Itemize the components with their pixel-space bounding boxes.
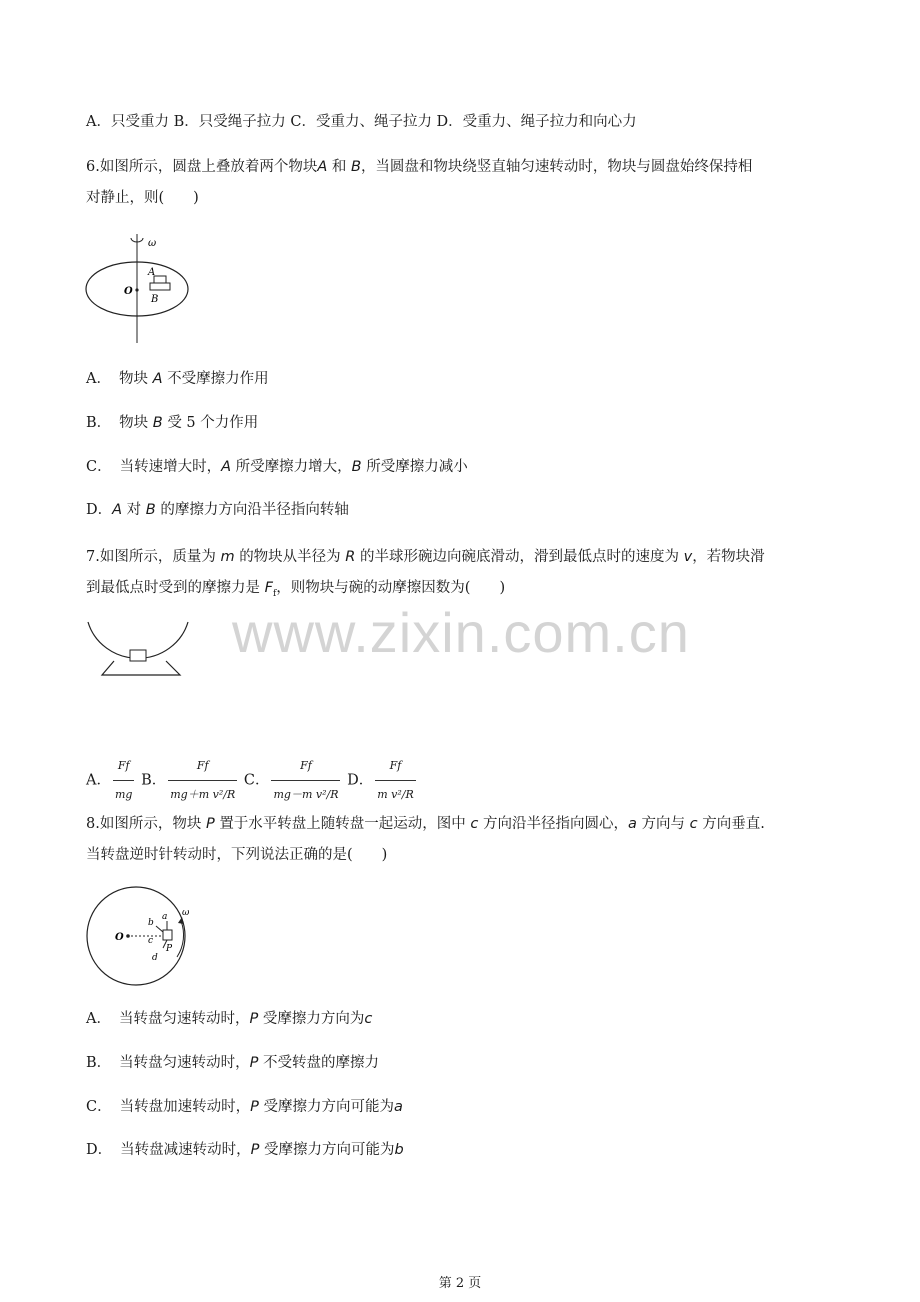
q8-stem-line1: 8.如图所示，物块 P 置于水平转盘上随转盘一起运动，图中 c 方向沿半径指向圆心，a 方向与 c 方向垂直. (86, 816, 765, 832)
q6-option-a: A． 物块 A 不受摩擦力作用 (86, 371, 269, 387)
label-d: d (152, 953, 158, 963)
q7-frac-c: $\frac{Ff}{\text{mg－m v²/R}}$ (271, 752, 340, 809)
q8-stem-line2: 当转盘逆时针转动时，下列说法正确的是( ) (86, 847, 388, 863)
q7-figure-bowl (84, 618, 196, 680)
label-A: A (148, 267, 156, 278)
q8-option-b: B． 当转盘匀速转动时，P 不受转盘的摩擦力 (86, 1055, 380, 1071)
label-b: b (148, 918, 154, 928)
block-B (150, 283, 170, 290)
q7-frac-a: $\frac{Ff}{mg}$ (113, 752, 134, 809)
q6-figure-disc (84, 230, 194, 345)
q7-block (130, 650, 146, 661)
q8-figure-turntable (84, 885, 196, 989)
page-footer: 第 2 页 (438, 1276, 482, 1291)
q5-options: A．只受重力 B．只受绳子拉力 C．受重力、绳子拉力 D．受重力、绳子拉力和向心力 (86, 114, 637, 130)
q7-stem-line2: 到最低点时受到的摩擦力是 $F_f$，则物块与碗的动摩擦因数为( ) (86, 580, 506, 599)
q7-frac-d: $\frac{Ff}{\text{m v²/R}}$ (375, 752, 416, 809)
watermark: www.zixin.com.cn (232, 601, 690, 664)
q6-option-b: B． 物块 B 受 5 个力作用 (86, 415, 259, 431)
q7-stem-line1: 7.如图所示，质量为 m 的物块从半径为 R 的半球形碗边向碗底滑动，滑到最低点时的速度为 v，若物块滑 (86, 549, 765, 565)
q8-option-c: C． 当转盘加速转动时，P 受摩擦力方向可能为a (86, 1099, 403, 1115)
label-O: O (124, 286, 133, 297)
q7-options: A． $\frac{Ff}{mg}$ B． $\frac{Ff}{\text{mg＋m v²/R}}$ C． $\frac{Ff}{\text{mg－m v²/R}}$ D． $\frac{Ff}{\text{m v²/R}}$ (86, 752, 418, 809)
label-P: P (166, 944, 173, 954)
q6-option-c: C． 当转速增大时，A 所受摩擦力增大，B 所受摩擦力减小 (86, 459, 468, 475)
block-P (163, 930, 172, 940)
q6-stem-line1: 6.如图所示，圆盘上叠放着两个物块A 和 B，当圆盘和物块绕竖直轴匀速转动时，物块与圆盘始终保持相 (86, 159, 753, 175)
label-B: B (151, 294, 159, 305)
q7-frac-b: $\frac{Ff}{\text{mg＋m v²/R}}$ (168, 752, 237, 809)
q6-stem-line2: 对静止，则( ) (86, 190, 199, 206)
omega-label: ω (182, 908, 190, 918)
q8-option-a: A． 当转盘匀速转动时，P 受摩擦力方向为c (86, 1011, 373, 1027)
label-c: c (148, 936, 154, 946)
q8-option-d: D． 当转盘减速转动时，P 受摩擦力方向可能为b (86, 1142, 404, 1158)
block-A (154, 276, 166, 283)
omega-label: ω (148, 238, 157, 249)
q6-option-d: D．A 对 B 的摩擦力方向沿半径指向转轴 (86, 502, 349, 518)
label-O: O (115, 932, 124, 943)
label-a: a (162, 912, 168, 922)
